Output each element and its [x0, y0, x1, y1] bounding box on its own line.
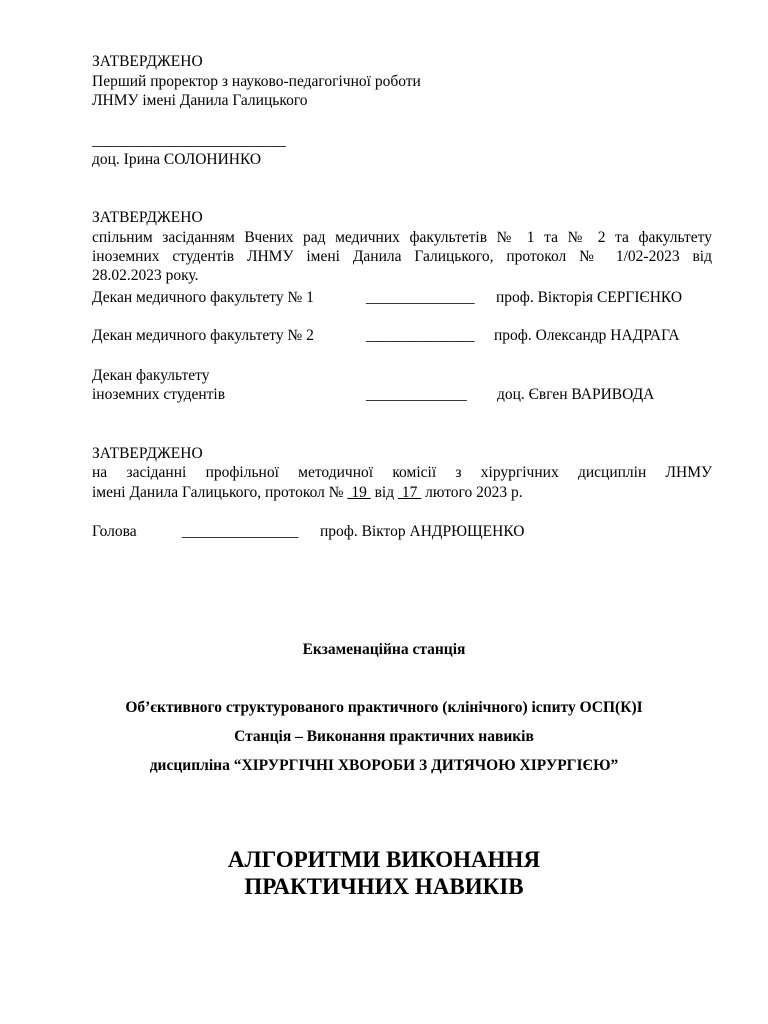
approval1-signatory: доц. Ірина СОЛОНИНКО — [92, 151, 262, 168]
approval3-text-line1: на засіданні профільної методичної комісії з хірургічних дисциплін ЛНМУ — [92, 464, 712, 481]
dean2-name: проф. Олександр НАДРАГА — [494, 327, 680, 344]
approval3-protocol-day: 17 — [397, 484, 422, 501]
dean3-title-line1: Декан факультету — [92, 367, 210, 384]
dean1-title: Декан медичного факультету № 1 — [92, 289, 314, 306]
dean2-signature-line: ______________ — [366, 327, 475, 344]
approval2-heading: ЗАТВЕРДЖЕНО — [92, 209, 203, 226]
approval2-text-line1: спільним засіданням Вчених рад медичних факультетів № 1 та № 2 та факультету — [92, 229, 712, 246]
exam-heading: Об’єктивного структурованого практичного (клінічного) іспиту ОСП(К)І — [125, 699, 643, 716]
approval1-position-line: Перший проректор з науково-педагогічної роботи — [92, 73, 421, 90]
approval3-text-line2 — [92, 483, 523, 502]
approval3-protocol-number: 19 — [347, 484, 371, 501]
dean3-title-line2: іноземних студентів — [92, 386, 226, 403]
approval1-university-line: ЛНМУ імені Данила Галицького — [92, 92, 308, 109]
station-heading: Екзаменаційна станція — [302, 641, 466, 658]
approval1-signature-line: _________________________ — [92, 132, 286, 149]
dean1-signature-line: ______________ — [366, 289, 475, 306]
approval2-text-line3: 28.02.2023 року. — [92, 267, 199, 284]
main-title-line1: АЛГОРИТМИ ВИКОНАННЯ — [227, 847, 541, 872]
chair-name: проф. Віктор АНДРЮЩЕНКО — [320, 523, 525, 540]
chair-label: Голова — [92, 523, 137, 540]
approval2-text-line2: іноземних студентів ЛНМУ імені Данила Галицького, протокол № 1/02-2023 від — [92, 248, 712, 265]
approval3-protocol-from: від — [374, 484, 395, 501]
discipline-heading: дисципліна “ХІРУРГІЧНІ ХВОРОБИ З ДИТЯЧОЮ ХІРУРГІЄЮ” — [149, 757, 619, 774]
station-name-heading: Станція – Виконання практичних навиків — [234, 728, 534, 745]
chair-signature-line: _______________ — [182, 523, 299, 540]
approval3-protocol-date-suffix: лютого 2023 р. — [425, 484, 523, 501]
main-title-line2: ПРАКТИЧНИХ НАВИКІВ — [244, 874, 524, 899]
dean1-name: проф. Вікторія СЕРГІЄНКО — [496, 289, 683, 306]
approval1-heading: ЗАТВЕРДЖЕНО — [92, 53, 203, 70]
approval3-protocol-prefix: імені Данила Галицького, протокол № — [92, 484, 344, 501]
dean3-signature-line: _____________ — [366, 386, 467, 403]
dean3-name: доц. Євген ВАРИВОДА — [497, 386, 655, 403]
approval3-heading: ЗАТВЕРДЖЕНО — [92, 445, 203, 462]
dean2-title: Декан медичного факультету № 2 — [92, 327, 314, 344]
